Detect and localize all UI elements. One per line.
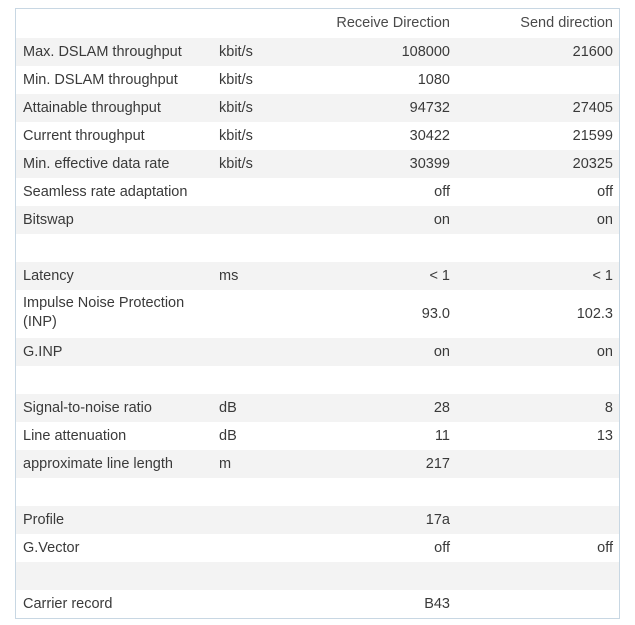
table-row-spacer <box>16 478 619 506</box>
row-send-value <box>456 590 613 618</box>
row-receive-value: off <box>434 540 450 556</box>
row-send-value: on <box>596 212 613 228</box>
row-unit <box>219 590 299 618</box>
row-unit: kbit/s <box>219 156 253 172</box>
table-row <box>16 94 619 122</box>
table-row <box>16 206 619 234</box>
receive-direction-header: Receive Direction <box>336 15 450 31</box>
row-send-value: off <box>597 184 613 200</box>
row-receive-value: 217 <box>425 456 450 472</box>
table-row-spacer <box>16 234 619 262</box>
row-label: G.INP <box>23 344 63 360</box>
row-unit: ms <box>219 268 239 284</box>
row-receive-value: 30399 <box>409 156 450 172</box>
row-label: Bitswap <box>23 212 74 228</box>
table-row <box>16 506 619 534</box>
row-send-value: 102.3 <box>576 306 613 322</box>
send-direction-header: Send direction <box>520 15 613 31</box>
row-receive-value: 1080 <box>417 72 450 88</box>
table-row <box>16 178 619 206</box>
table-row <box>16 262 619 290</box>
row-unit: kbit/s <box>219 100 253 116</box>
table-row <box>16 338 619 366</box>
row-label: Max. DSLAM throughput <box>23 44 182 60</box>
row-unit: kbit/s <box>219 44 253 60</box>
row-receive-value: < 1 <box>429 268 450 284</box>
row-receive-value: 93.0 <box>421 306 450 322</box>
row-label: Carrier record <box>23 596 113 612</box>
row-send-value <box>456 66 613 94</box>
row-label: Attainable throughput <box>23 100 161 116</box>
row-unit <box>219 534 299 562</box>
row-label: G.Vector <box>23 540 80 556</box>
row-unit: kbit/s <box>219 128 253 144</box>
table-row <box>16 150 619 178</box>
table-row <box>16 422 619 450</box>
row-unit <box>219 206 299 234</box>
table-row <box>16 38 619 66</box>
row-unit: dB <box>219 428 237 444</box>
dsl-line-info-table <box>15 8 620 619</box>
row-label: Current throughput <box>23 128 145 144</box>
row-label: Min. effective data rate <box>23 156 170 172</box>
row-receive-value: 108000 <box>401 44 450 60</box>
table-row-spacer <box>16 366 619 394</box>
row-receive-value: 94732 <box>409 100 450 116</box>
row-label: Signal-to-noise ratio <box>23 400 152 416</box>
row-unit: m <box>219 456 232 472</box>
table-header-row <box>16 9 619 37</box>
row-label: Line attenuation <box>23 428 127 444</box>
row-send-value: < 1 <box>592 268 613 284</box>
row-receive-value: B43 <box>424 596 450 612</box>
row-send-value <box>456 506 613 534</box>
table-row <box>16 290 619 338</box>
row-unit <box>219 506 299 534</box>
row-label <box>23 366 218 394</box>
row-label: Min. DSLAM throughput <box>23 72 178 88</box>
row-unit <box>219 290 299 338</box>
row-send-value: 27405 <box>572 100 613 116</box>
row-label <box>23 562 218 590</box>
row-receive-value: off <box>434 184 450 200</box>
table-row <box>16 590 619 618</box>
row-receive-value: 17a <box>425 512 450 528</box>
table-row <box>16 122 619 150</box>
row-label <box>23 478 218 506</box>
row-unit: dB <box>219 400 237 416</box>
table-row <box>16 66 619 94</box>
row-label: Seamless rate adaptation <box>23 184 188 200</box>
row-send-value <box>456 450 613 478</box>
row-send-value: off <box>597 540 613 556</box>
row-receive-value: on <box>433 212 450 228</box>
row-send-value: 13 <box>596 428 613 444</box>
row-label: Impulse Noise Protection (INP) <box>23 295 185 330</box>
row-unit <box>219 178 299 206</box>
row-send-value: 8 <box>604 400 613 416</box>
row-unit <box>219 338 299 366</box>
row-label: Latency <box>23 268 74 284</box>
row-send-value: 21599 <box>572 128 613 144</box>
row-send-value: on <box>596 344 613 360</box>
row-receive-value: 30422 <box>409 128 450 144</box>
table-row <box>16 394 619 422</box>
row-send-value: 20325 <box>572 156 613 172</box>
table-row <box>16 450 619 478</box>
row-label <box>23 234 218 262</box>
row-receive-value: on <box>433 344 450 360</box>
table-row <box>16 534 619 562</box>
row-send-value: 21600 <box>572 44 613 60</box>
row-label: approximate line length <box>23 456 173 472</box>
row-receive-value: 11 <box>434 428 450 444</box>
row-receive-value: 28 <box>433 400 450 416</box>
table-row-spacer <box>16 562 619 590</box>
row-label: Profile <box>23 512 65 528</box>
row-unit: kbit/s <box>219 72 253 88</box>
